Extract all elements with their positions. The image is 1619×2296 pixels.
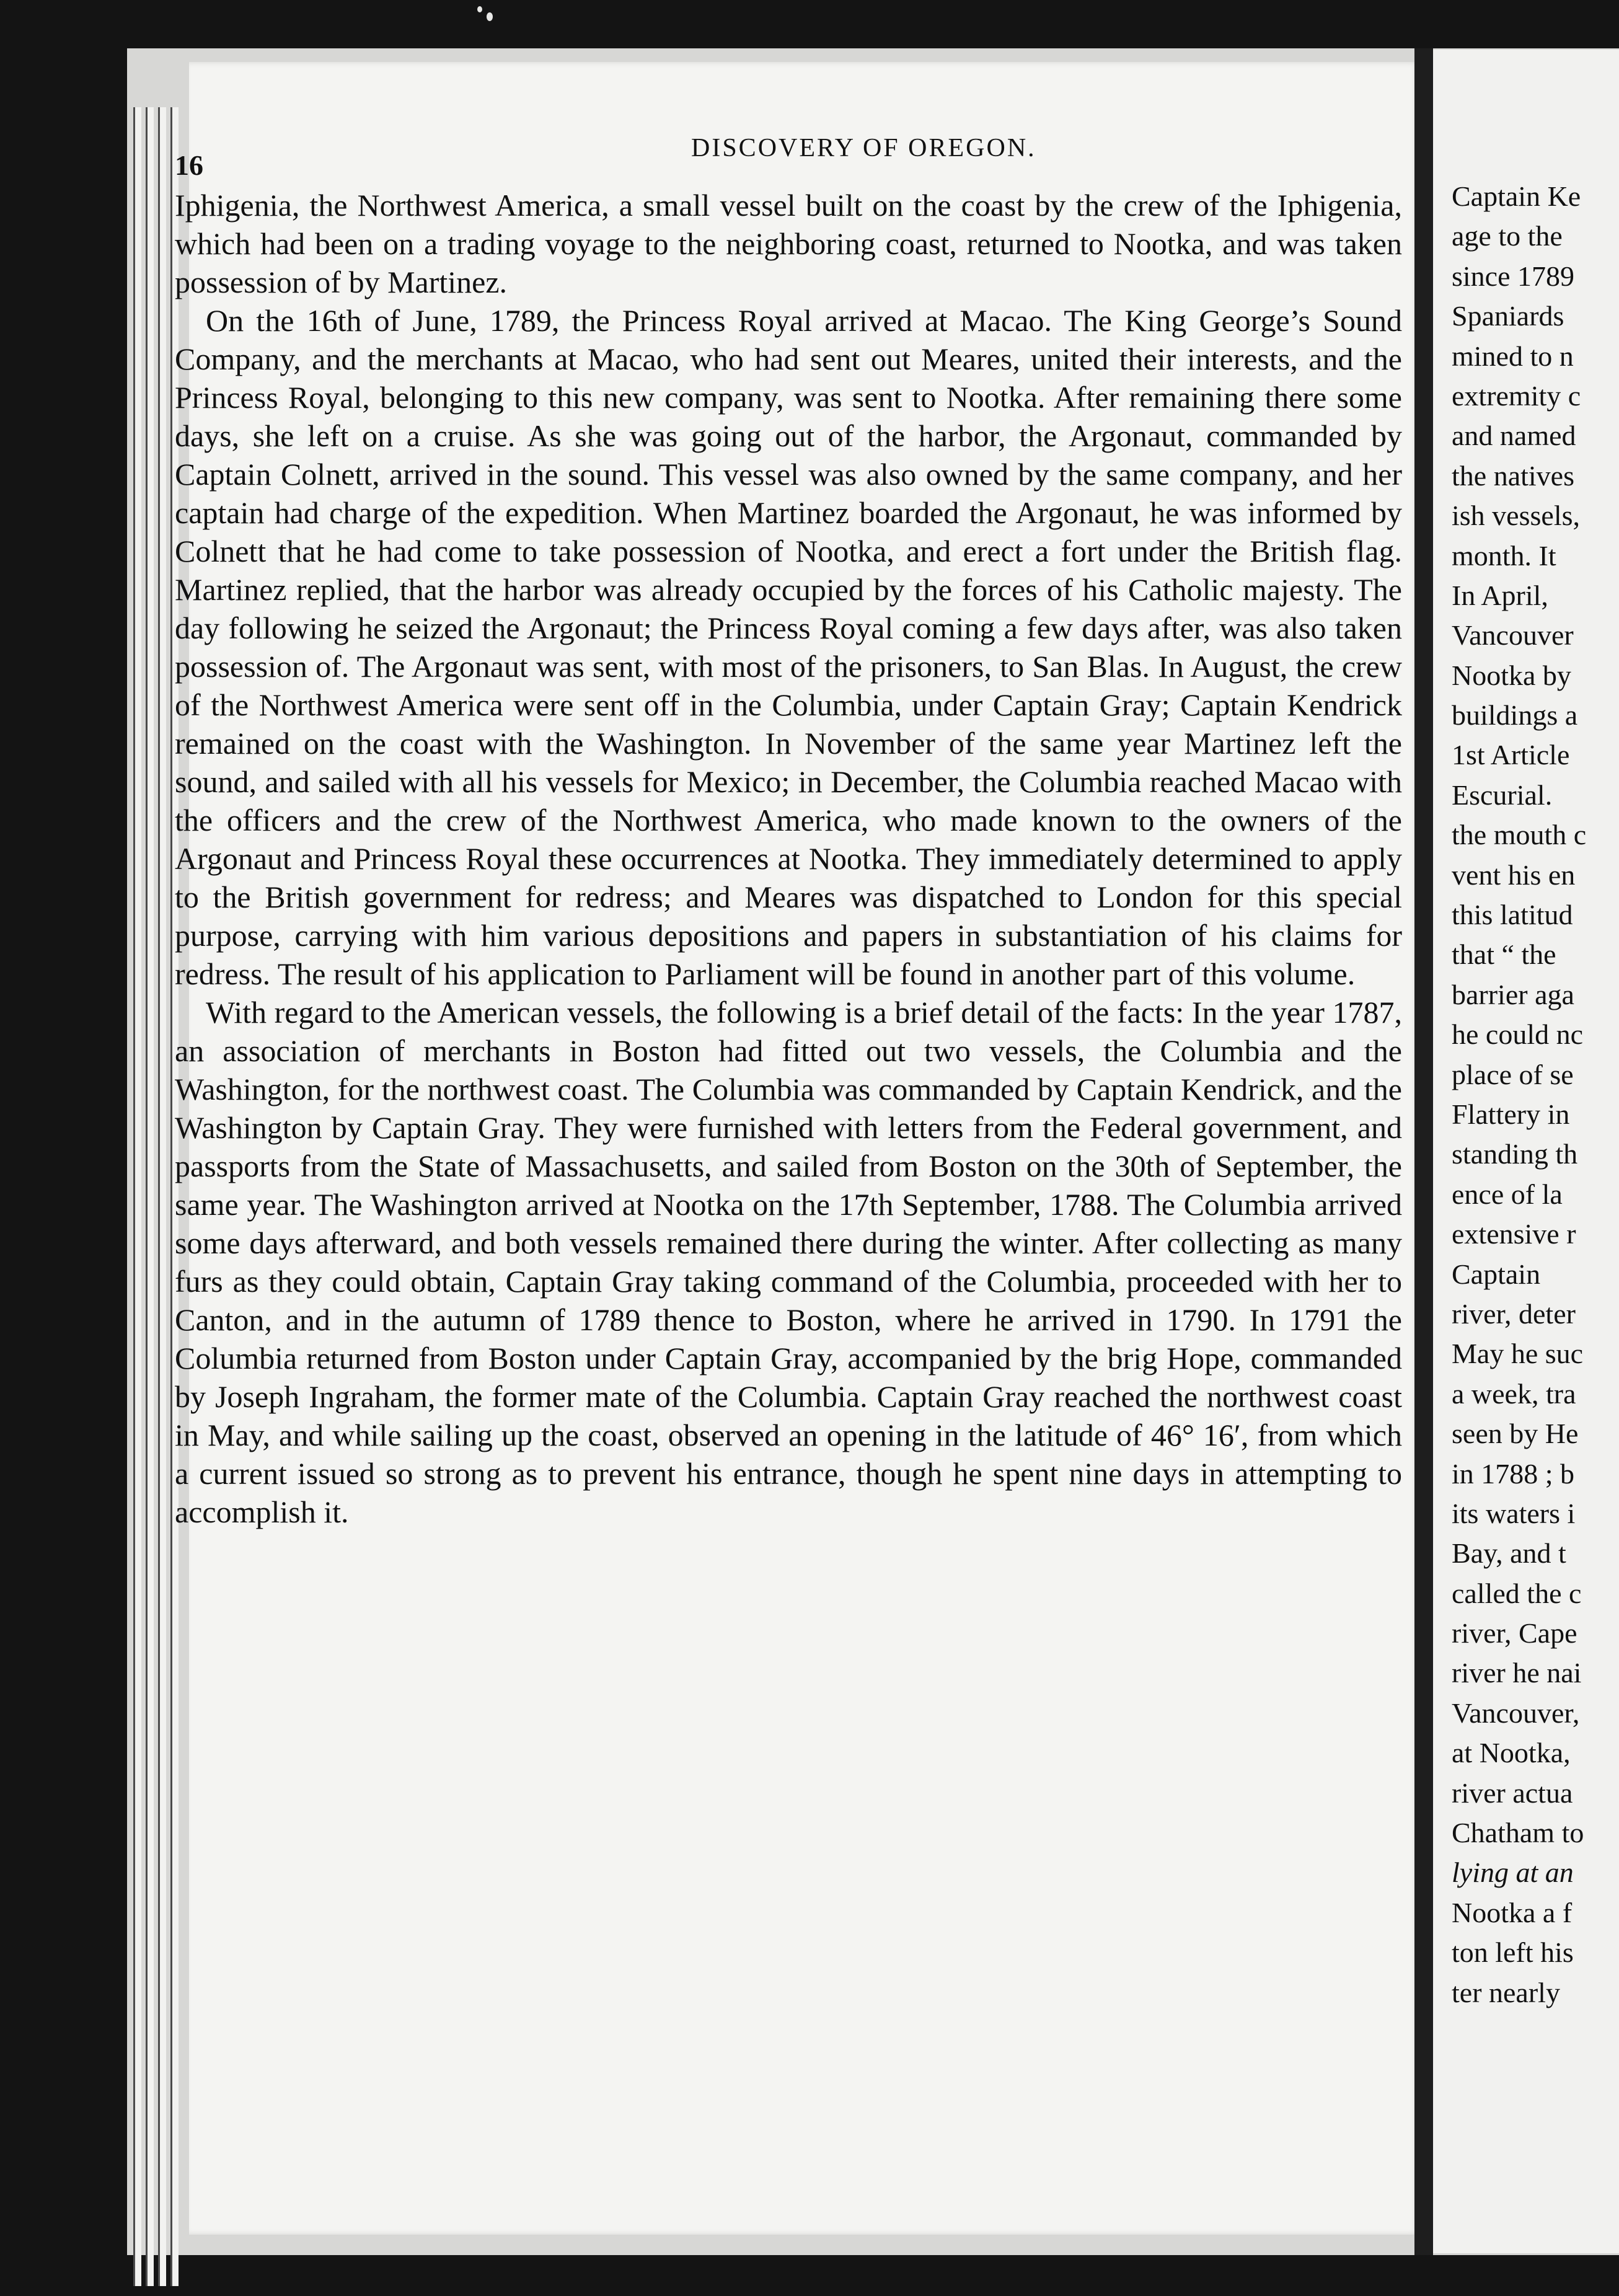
right-page-line: May he suc	[1452, 1338, 1584, 1370]
right-page-line: In April,	[1452, 579, 1548, 611]
right-page-line: ence of la	[1452, 1178, 1563, 1210]
page-edge	[146, 107, 154, 2286]
page-edge	[133, 107, 141, 2286]
right-page-line: ton left his	[1452, 1936, 1574, 1969]
right-page-line: Nootka a f	[1452, 1896, 1573, 1928]
right-page-line: and named	[1452, 420, 1576, 452]
right-page-line: vent his en	[1452, 859, 1576, 891]
right-page-line: in 1788 ; b	[1452, 1457, 1575, 1490]
right-page-line: river he nai	[1452, 1657, 1582, 1689]
right-page-line: Vancouver,	[1452, 1697, 1580, 1729]
right-page-line: buildings a	[1452, 699, 1578, 731]
right-page-line: its waters i	[1452, 1497, 1576, 1529]
page-edge	[158, 107, 166, 2286]
right-page-line: this latitud	[1452, 899, 1573, 931]
right-page-line: the mouth c	[1452, 819, 1587, 851]
right-page-line: at Nootka,	[1452, 1737, 1571, 1769]
right-page-line: month. It	[1452, 539, 1556, 572]
paragraph: On the 16th of June, 1789, the Princess Royal arrived at Macao. The King George’s Sound Company, and the merchants at Macao, who had sent out Meares, united their interests, and the Princess Royal, belonging to this new company, was sent to Nootka. After remaining there some days, she left on a cruise. As she was going out of the harbor, the Argonaut, commanded by Captain Colnett, arrived in the sound. This vessel was also owned by the same company, and her captain had charge of the expedition. When Martinez boarded the Argonaut, he was informed by Colnett that he had come to take possession of Nootka, and erect a fort under the British flag. Martinez replied, that the harbor was already occupied by the forces of his Catholic majesty. The day following he seized the Argonaut; the Princess Royal coming a few days after, was also taken possession of. The Argonaut was sent, with most of the prisoners, to San Blas. In August, the crew of the Northwest America were sent off in the Columbia, under Captain Gray; Captain Kendrick remained on the coast with the Washington. In November of the same year Martinez left the sound, and sailed with all his vessels for Mexico; in December, the Columbia reached Macao with the officers and the crew of the Northwest America, who made known to the owners of the Argonaut and Princess Royal these occurrences at Nootka. They immediately determined to apply to the British government for redress; and Meares was dispatched to London for this special purpose, carrying with him various depositions and papers in substantiation of his claims for redress. The result of his application to Parliament will be found in another part of this volume.	[175, 303, 1402, 991]
paragraph: With regard to the American vessels, the following is a brief detail of the facts: In the year 1787, an association of merchants in Boston had fitted out two vessels, the Columbia and the Washington, for the northwest coast. The Columbia was commanded by Captain Kendrick, and the Washington by Captain Gray. They were furnished with letters from the Federal government, and passports from the State of Massachusetts, and sailed from Boston on the 30th of September, the same year. The Washington arrived at Nootka on the 17th September, 1788. The Columbia arrived some days afterward, and both vessels remained there during the winter. After collecting as many furs as they could obtain, Captain Gray taking command of the Columbia, proceeded with her to Canton, and in the autumn of 1789 thence to Boston, where he arrived in 1790. In 1791 the Columbia returned from Boston under Captain Gray, accompanied by the brig Hope, commanded by Joseph Ingraham, the former mate of the Columbia. Captain Gray reached the northwest coast in May, and while sailing up the coast, observed an opening in the latitude of 46° 16′, from which a current issued so strong as to prevent his entrance, though he spent nine days in attempting to accomplish it.	[175, 995, 1402, 1529]
right-page-line: extensive r	[1452, 1218, 1576, 1250]
right-page-line: Nootka by	[1452, 659, 1571, 691]
right-page-line: river, deter	[1452, 1297, 1576, 1330]
right-page-line: river, Cape	[1452, 1617, 1577, 1649]
right-page-line: place of se	[1452, 1058, 1574, 1090]
right-page-line: 1st Article	[1452, 739, 1570, 771]
right-page-line: called the c	[1452, 1577, 1582, 1609]
right-page-line: seen by He	[1452, 1418, 1579, 1450]
right-page-line: Chatham to	[1452, 1817, 1584, 1849]
right-page-line: extremity c	[1452, 379, 1581, 412]
right-page-line: a week, tra	[1452, 1377, 1576, 1410]
right-page-text	[1452, 177, 1619, 2013]
right-page-line: Flattery in	[1452, 1098, 1570, 1130]
right-page-line: barrier aga	[1452, 978, 1574, 1010]
right-page-line: since 1789	[1452, 260, 1575, 292]
running-head: DISCOVERY OF OREGON.	[691, 134, 1036, 162]
right-page-line: mined to n	[1452, 340, 1574, 372]
right-page-line: that “ the	[1452, 938, 1556, 971]
scan-speck	[477, 6, 482, 12]
paragraph: Iphigenia, the Northwest America, a small vessel built on the coast by the crew of the Iphigenia, which had been on a trading voyage to the neighboring coast, returned to Nootka, and was taken possession of by Martinez.	[175, 188, 1402, 299]
page-number: 16	[175, 149, 203, 181]
right-page-line: Escurial.	[1452, 779, 1553, 811]
right-page-line: ter nearly	[1452, 1976, 1560, 2008]
right-page-line: standing th	[1452, 1138, 1578, 1170]
right-page-line: lying at an	[1452, 1857, 1574, 1889]
left-page-text	[175, 186, 1402, 1531]
right-page-line: age to the	[1452, 220, 1563, 252]
scan-speck	[487, 12, 493, 21]
right-page-line: Bay, and t	[1452, 1537, 1566, 1570]
right-page-line: the natives	[1452, 459, 1574, 492]
book-gutter	[1414, 48, 1433, 2255]
right-page-line: Vancouver	[1452, 619, 1574, 651]
right-page-line: Spaniards	[1452, 300, 1564, 332]
right-page-line: ish vessels,	[1452, 500, 1580, 532]
right-page-line: Captain	[1452, 1258, 1541, 1290]
right-page-line: river actua	[1452, 1777, 1573, 1809]
right-page-line: Captain Ke	[1452, 180, 1581, 212]
right-page-line: he could nc	[1452, 1018, 1584, 1051]
